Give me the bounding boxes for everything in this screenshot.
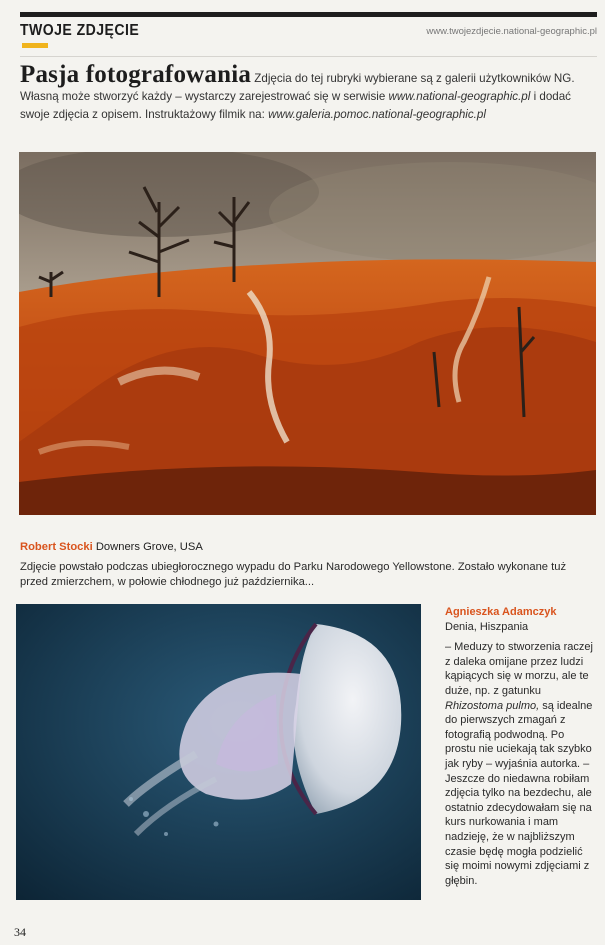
site-url[interactable]: www.twojezdjecie.national-geographic.pl (426, 26, 597, 37)
photo-2-description (445, 640, 595, 888)
intro-link-1[interactable]: www.national-geographic.pl (388, 90, 531, 103)
top-rule (20, 12, 597, 17)
photo-1-caption: Zdjęcie powstało podczas ubiegłorocznego wypadu do Parku Narodowego Yellowstone. Zostało wykonane tuż przed zmierzchem, w połowie chłodnego już października... (20, 561, 567, 588)
page-number: 34 (14, 925, 26, 939)
photo-1-credit (20, 541, 203, 553)
jellyfish-photo (16, 604, 421, 900)
photo-1-location: Downers Grove, USA (95, 541, 203, 553)
header-divider (20, 56, 597, 57)
photo-2-location: Denia, Hiszpania (445, 620, 529, 633)
intro-text-2: i dodać swoje zdjęcia z opisem. Instruktażowy filmik na: (20, 90, 571, 121)
photo-2-text-b: są idealne do pierwszych zmagań z fotografią podwodną. Po prostu nie uciekają tak szybko jak ryby – wyjaśnia autorka. – Jeszcze do niedawna robiłam zdjęcia tylko na bezdechu, ale ostatnio zdecydowałam się na kurs nurkowania i mam nadzieję, że w najbliższym czasie będę mogła podzielić się moimi nowymi zdjęciami z głębin. (445, 699, 593, 887)
photo-2-author: Agnieszka Adamczyk (445, 606, 557, 618)
photo-2-sidebar (445, 605, 595, 888)
section-label: TWOJE ZDJĘCIE (20, 22, 140, 39)
yellowstone-photo (19, 152, 596, 515)
intro-link-2[interactable]: www.galeria.pomoc.national-geographic.pl (268, 108, 486, 121)
intro-text-1: Zdjęcia do tej rubryki wybierane są z galerii użytkowników NG. Własną może stworzyć każdy – wystarczy zarejestrować się w serwisie (20, 72, 575, 103)
section-accent-bar (22, 43, 48, 48)
photo-2-species: Rhizostoma pulmo, (445, 699, 540, 712)
intro-block (20, 61, 585, 124)
photo-2-text-a: – Meduzy to stworzenia raczej z daleka omijane przez ludzi kąpiących się w morzu, ale te duże, np. z gatunku (445, 641, 593, 697)
page-title: Pasja fotografowania (20, 61, 252, 88)
photo-1-author: Robert Stocki (20, 541, 93, 553)
